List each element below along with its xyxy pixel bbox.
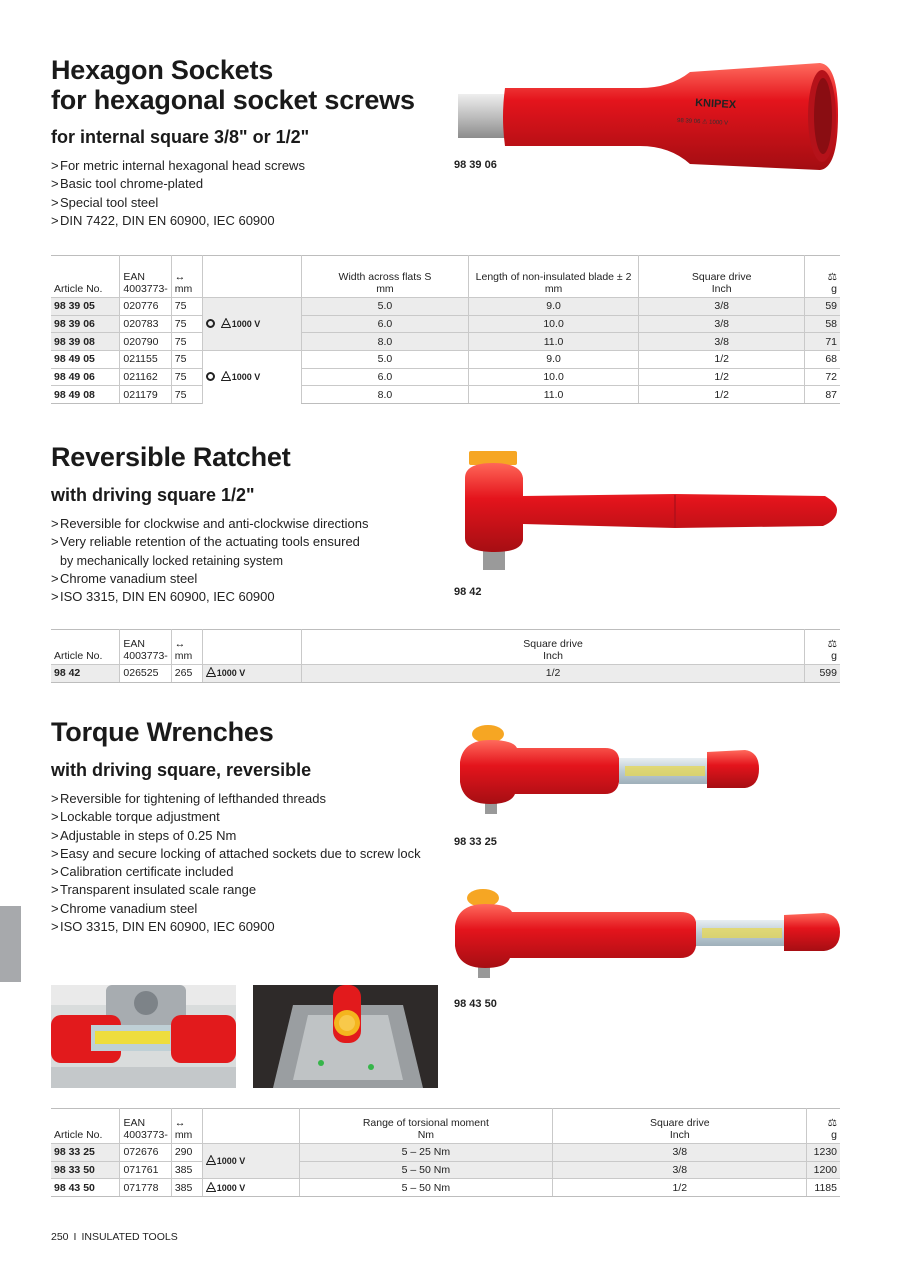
hexagon-sockets-subtitle: for internal square 3/8" or 1/2" <box>51 127 310 147</box>
ratchet-image <box>455 448 840 576</box>
feature-item: > Chrome vanadium steel <box>51 900 421 918</box>
hexagon-sockets-title <box>51 55 415 115</box>
col-weight: ⚖ g <box>805 256 840 298</box>
scale-icon: ⚖ <box>827 1117 837 1129</box>
socket-ring-icon <box>206 319 215 328</box>
length-arrow-icon: ↔ <box>174 271 186 283</box>
feature-item: > Reversible for clockwise and anti-clockwise directions <box>51 515 369 533</box>
feature-item: > Calibration certificate included <box>51 863 421 881</box>
table-row: 98 33 50 071761 385 5 – 50 Nm 3/8 1200 <box>51 1161 840 1179</box>
title-line-2: for hexagonal socket screws <box>51 85 415 115</box>
table-row: 98 33 25 072676 290 1000 V 5 – 25 Nm 3/8 1230 <box>51 1144 840 1162</box>
footer-separator: I <box>73 1231 77 1243</box>
hexagon-sockets-features <box>51 157 305 230</box>
feature-item: > Transparent insulated scale range <box>51 881 421 899</box>
feature-item: > Reversible for tightening of lefthanded threads <box>51 790 421 808</box>
ratchet-caption: 98 42 <box>454 586 482 598</box>
socket-ring-icon <box>206 372 215 381</box>
torque-wrenches-table: Article No. EAN 4003773- ↔ mm Range of torsional moment Nm Square drive Inch ⚖ g 98 33 25 072676 290 1000 V 5 – 25 Nm 3/8 1230 98 33 50 071761 385 5 – 50 Nm 3/8 1200 98 43 50 071778 385 1000 V 5 – 50 Nm 1/2 1185 <box>51 1108 840 1197</box>
table-row: 98 49 05 021155 75 1000 V 5.0 9.0 1/2 68 <box>51 351 840 369</box>
col-article: Article No. <box>54 283 103 295</box>
torque-wrench-small-image <box>455 722 765 818</box>
table-row: 98 39 05 020776 75 1000 V 5.0 9.0 3/8 59 <box>51 298 840 316</box>
table-row: 98 39 06 020783 75 6.0 10.0 3/8 58 <box>51 315 840 333</box>
col-ean: EAN 4003773- <box>120 256 171 298</box>
col-width: Width across flats S mm <box>301 256 469 298</box>
table-row: 98 49 06 021162 75 6.0 10.0 1/2 72 <box>51 368 840 386</box>
insulated-voltage-icon <box>206 667 216 677</box>
insulation-symbols: 1000 V <box>202 298 301 351</box>
svg-text:98 39 06 ⚠ 1000 V: 98 39 06 ⚠ 1000 V <box>676 118 729 127</box>
reversible-ratchet-title: Reversible Ratchet <box>51 442 291 472</box>
insulated-voltage-icon <box>221 371 231 381</box>
torque-test-photo <box>253 985 438 1088</box>
torque-wrench-large-image <box>452 888 842 984</box>
torque-wrench-caption-2: 98 43 50 <box>454 998 497 1010</box>
footer-section: INSULATED TOOLS <box>81 1231 178 1243</box>
col-symbols <box>202 256 301 298</box>
col-blade: Length of non-insulated blade ± 2 mm <box>469 256 639 298</box>
reversible-ratchet-subtitle: with driving square 1/2" <box>51 485 255 505</box>
length-arrow-icon: ↔ <box>174 638 186 650</box>
feature-item: > Basic tool chrome-plated <box>51 175 305 193</box>
title-line-1: Hexagon Sockets <box>51 55 274 85</box>
feature-item: > Adjustable in steps of 0.25 Nm <box>51 827 421 845</box>
table-row: 98 39 08 020790 75 8.0 11.0 3/8 71 <box>51 333 840 351</box>
torque-wrenches-title: Torque Wrenches <box>51 717 274 747</box>
feature-item: > Chrome vanadium steel <box>51 570 369 588</box>
feature-item: > Special tool steel <box>51 194 305 212</box>
insulated-voltage-icon <box>221 318 231 328</box>
socket-caption: 98 39 06 <box>454 159 497 171</box>
scale-icon: ⚖ <box>827 638 837 650</box>
hexagon-sockets-table <box>51 255 840 404</box>
col-drive: Square drive Inch <box>638 256 805 298</box>
torque-wrenches-subtitle: with driving square, reversible <box>51 760 312 780</box>
col-length: ↔ mm <box>171 256 202 298</box>
scale-icon: ⚖ <box>827 271 837 283</box>
insulated-voltage-icon <box>206 1155 216 1165</box>
page-number: 250 <box>51 1231 69 1243</box>
section-side-tab <box>0 906 21 982</box>
feature-item: > Lockable torque adjustment <box>51 808 421 826</box>
torque-features <box>51 790 421 936</box>
insulated-voltage-icon <box>206 1182 216 1192</box>
hexagon-socket-image <box>455 60 840 175</box>
table-row: 98 42 026525 265 1000 V 1/2 599 <box>51 665 840 683</box>
feature-item: > Very reliable retention of the actuating tools ensured by mechanically locked retaining system <box>51 533 369 570</box>
insulation-symbols: 1000 V <box>202 351 301 404</box>
feature-item: > DIN 7422, DIN EN 60900, IEC 60900 <box>51 212 305 230</box>
scale-detail-photo <box>51 985 236 1088</box>
feature-item: > Easy and secure locking of attached sockets due to screw lock <box>51 845 421 863</box>
page-footer <box>51 1231 178 1243</box>
knipex-brand-mark: KNIPEX <box>694 97 737 112</box>
ratchet-table: Article No. EAN 4003773- ↔ mm Square drive Inch ⚖ g 98 42 026525 265 1000 V 1/2 599 <box>51 629 840 683</box>
table-row: 98 49 08 021179 75 8.0 11.0 1/2 87 <box>51 386 840 404</box>
length-arrow-icon: ↔ <box>174 1117 186 1129</box>
feature-item: > For metric internal hexagonal head screws <box>51 157 305 175</box>
table-row: 98 43 50 071778 385 1000 V 5 – 50 Nm 1/2 1185 <box>51 1179 840 1197</box>
feature-item: > ISO 3315, DIN EN 60900, IEC 60900 <box>51 588 369 606</box>
torque-wrench-caption-1: 98 33 25 <box>454 836 497 848</box>
ratchet-features <box>51 515 369 606</box>
feature-item: > ISO 3315, DIN EN 60900, IEC 60900 <box>51 918 421 936</box>
